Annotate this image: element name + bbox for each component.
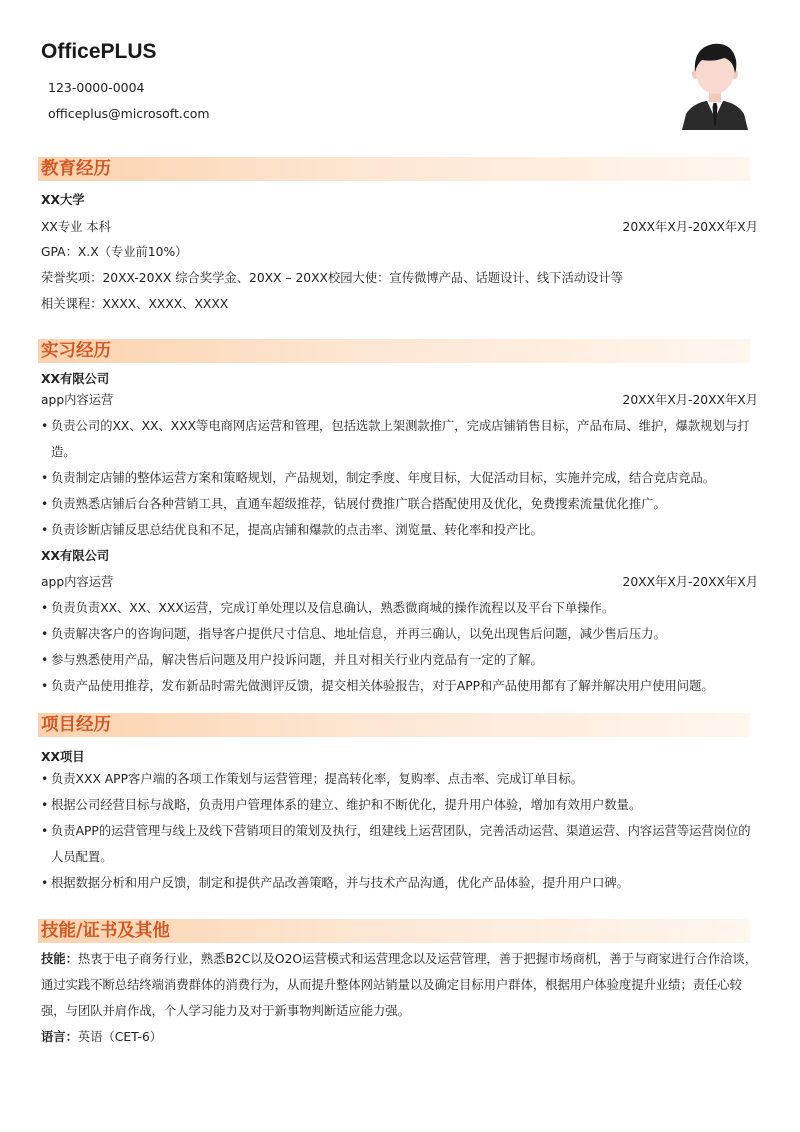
avatar (680, 38, 750, 130)
company-name: XX有限公司 (41, 372, 110, 386)
internship-section-title: 实习经历 (41, 341, 111, 361)
list-item: • 根据数据分析和用户反馈，制定和提供产品改善策略，并与技术产品沟通，优化产品体验，提升用户口碑。 (41, 876, 629, 890)
company-name: XX有限公司 (41, 549, 110, 563)
job-date: 20XX年X月-20XX年X月 (622, 393, 758, 407)
list-item: • 负责制定店铺的整体运营方案和策略规划，产品规划，制定季度、年度目标，大促活动目标，实施并完成，结合竞店竞品。 (41, 471, 716, 485)
skills-label: 技能： (41, 952, 78, 966)
job-role-row (41, 390, 758, 410)
list-item: • 负责解决客户的咨询问题，指导客户提供尺寸信息、地址信息，并再三确认，以免出现售后问题，减少售后压力。 (41, 627, 666, 641)
list-item: • 负责产品使用推荐，发布新品时需先做测评反馈，提交相关体验报告，对于APP和产品使用都有了解并解决用户使用问题。 (41, 679, 714, 693)
list-item: • 根据公司经营目标与战略，负责用户管理体系的建立、维护和不断优化，提升用户体验，增加有效用户数量。 (41, 798, 642, 812)
education-section-title: 教育经历 (41, 159, 111, 179)
education-date: 20XX年X月-20XX年X月 (622, 220, 758, 234)
project-name: XX项目 (41, 750, 85, 764)
skills-text: 热衷于电子商务行业，熟悉B2C以及O2O运营模式和运营理念以及运营管理，善于把握市场商机，善于与商家进行合作洽谈，通过实践不断总结终端消费群体的消费行为，从而提升整体网站销量以及确定目标用户群体，根据用户体验度提升业绩；责任心较强，与团队并肩作战，个人学习能力及对于新事物判断适应能力强。 (41, 952, 758, 1018)
list-item: • 负责APP的运营管理与线上及线下营销项目的策划及执行，组建线上运营团队，完善活动运营、渠道运营、内容运营等运营岗位的人员配置。 (41, 824, 751, 864)
internship-section-bar (38, 339, 750, 363)
list-item: • 负责XXX APP客户端的各项工作策划与运营管理；提高转化率，复购率、点击率、完成订单目标。 (41, 772, 584, 786)
job-role-row (41, 572, 758, 592)
list-item: • 负责负责XX、XX、XXX运营，完成订单处理以及信息确认，熟悉微商城的操作流程以及平台下单操作。 (41, 601, 615, 615)
major: XX专业 本科 (41, 220, 111, 234)
education-section-bar (38, 157, 750, 181)
project-section-title: 项目经历 (41, 715, 111, 735)
job-role: app内容运营 (41, 393, 114, 407)
courses: 相关课程：XXXX、XXXX、XXXX (41, 297, 229, 311)
language-label: 语言： (41, 1030, 78, 1044)
phone-number: 123-0000-0004 (48, 80, 145, 95)
email-address: officeplus@microsoft.com (48, 106, 210, 121)
school-name: XX大学 (41, 193, 85, 207)
resume-name: OfficePLUS (41, 40, 157, 63)
list-item: • 参与熟悉使用产品，解决售后问题及用户投诉问题，并且对相关行业内竞品有一定的了解。 (41, 653, 543, 667)
gpa: GPA：X.X（专业前10%） (41, 245, 188, 259)
list-item: • 负责熟悉店铺后台各种营销工具，直通车超级推荐，钻展付费推广联合搭配使用及优化，免费搜索流量优化推广。 (41, 497, 666, 511)
language-paragraph (41, 1024, 759, 1050)
job-date: 20XX年X月-20XX年X月 (622, 575, 758, 589)
language-text: 英语（CET-6） (77, 1030, 163, 1044)
job-role: app内容运营 (41, 575, 114, 589)
list-item: • 负责诊断店铺反思总结优良和不足，提高店铺和爆款的点击率、浏览量、转化率和投产比。 (41, 523, 543, 537)
list-item: • 负责公司的XX、XX、XXX等电商网店运营和管理，包括选款上架测款推广，完成店铺销售目标，产品布局、维护，爆款规划与打造。 (41, 419, 750, 459)
project-section-bar (38, 713, 750, 737)
skills-section-title: 技能/证书及其他 (41, 921, 170, 941)
skills-paragraph (41, 946, 759, 1024)
honors: 荣誉奖项：20XX-20XX 综合奖学金、20XX – 20XX校园大使：宣传微博产品、话题设计、线下活动设计等 (41, 271, 624, 285)
education-major-row (41, 217, 758, 237)
